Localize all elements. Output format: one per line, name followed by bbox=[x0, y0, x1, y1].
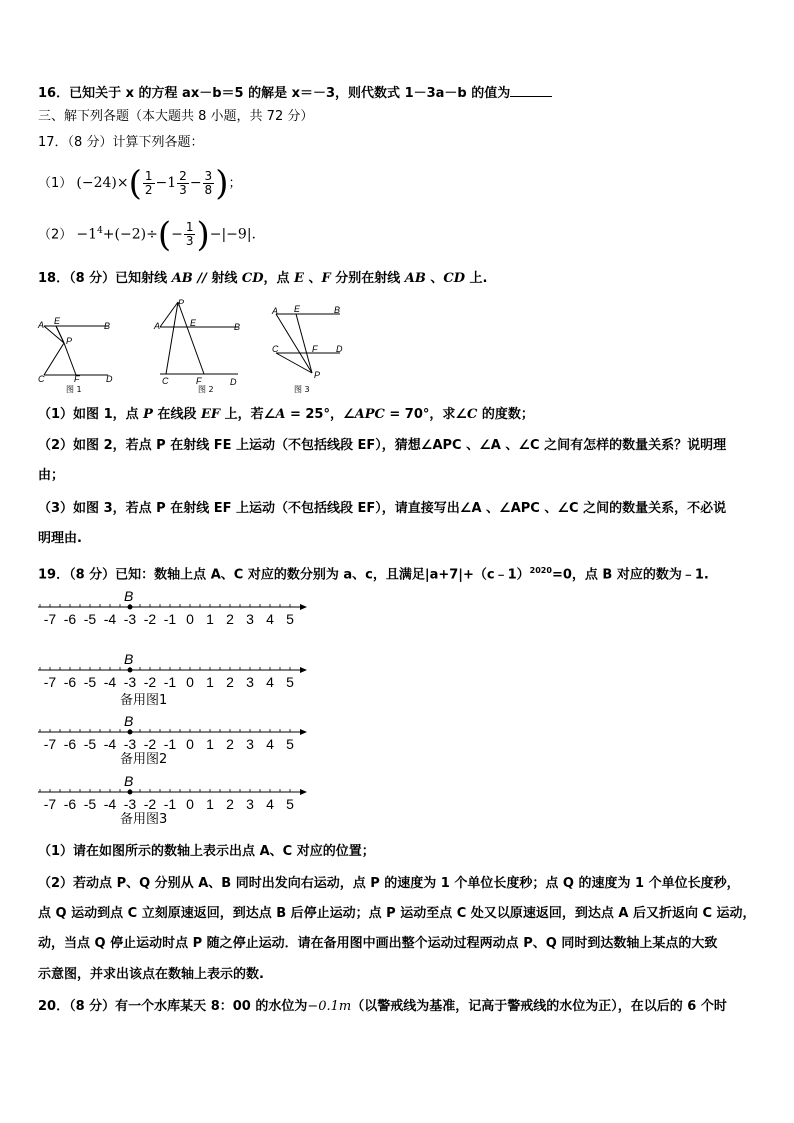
tick-label: -1 bbox=[163, 736, 177, 752]
tick-label: -4 bbox=[103, 796, 117, 812]
figure-caption: 图 1 bbox=[66, 385, 82, 394]
point-b-label: B bbox=[124, 713, 134, 729]
tick-label: 1 bbox=[206, 796, 214, 812]
section-3-heading: 三、解下列各题（本大题共 8 小题，共 72 分） bbox=[38, 109, 314, 124]
tick-label: 3 bbox=[246, 611, 254, 627]
label-e: E bbox=[54, 316, 61, 326]
label-f: F bbox=[74, 374, 80, 384]
point-b-label: B bbox=[124, 588, 134, 604]
number-line-3 bbox=[38, 713, 307, 752]
tick-label: 5 bbox=[286, 736, 294, 752]
label-p: P bbox=[66, 336, 73, 346]
axis-arrow bbox=[300, 729, 307, 735]
tick-label: -5 bbox=[83, 796, 97, 812]
tick-label: -3 bbox=[123, 674, 137, 690]
question-17-part-2: $(2) -1^4+(-2)\div(-$ $\frac{1}{3}$ )−|−9|. bbox=[38, 214, 256, 255]
tick-label: -5 bbox=[83, 611, 97, 627]
tick-label: -2 bbox=[143, 736, 157, 752]
label-d: D bbox=[106, 374, 113, 384]
label-e: E bbox=[294, 304, 301, 314]
label-c: C bbox=[38, 374, 45, 384]
label-b: B bbox=[234, 322, 241, 332]
point-b-label: B bbox=[124, 773, 134, 789]
tick-label: 5 bbox=[286, 674, 294, 690]
left-paren: ( bbox=[128, 163, 142, 204]
tick-label: 5 bbox=[286, 796, 294, 812]
tick-label: 4 bbox=[266, 796, 274, 812]
tick-label: 3 bbox=[246, 736, 254, 752]
question-17-part-1: （1） (−24)×( $\frac{1}{2}$ −1 $\frac{2}{3}$ − $\frac{3}{8}$ )； bbox=[38, 163, 242, 204]
question-18-part-2-cont: 由； bbox=[38, 468, 65, 483]
tick-label: -7 bbox=[43, 736, 57, 752]
label-a: A bbox=[38, 320, 45, 330]
tick-label: 5 bbox=[286, 611, 294, 627]
number-line-1 bbox=[38, 588, 307, 627]
point-b-label: B bbox=[124, 651, 134, 667]
question-19-title: 19．（8 分）已知：数轴上点 A、C 对应的数分别为 a、c，且满足|a+7|+（c﹣1）$^{2020}$=0，点 B 对应的数为﹣1. bbox=[38, 566, 709, 583]
fraction: $\frac{1}{3}$ bbox=[185, 220, 194, 249]
question-18-part-3-cont: 明理由. bbox=[38, 531, 82, 546]
point-b-dot bbox=[128, 605, 133, 610]
tick-label: -6 bbox=[63, 674, 77, 690]
axis-arrow bbox=[300, 604, 307, 610]
tick-label: 1 bbox=[206, 674, 214, 690]
right-paren: ) bbox=[215, 163, 229, 204]
tick-label: 2 bbox=[226, 736, 234, 752]
tick-label: 0 bbox=[186, 674, 194, 690]
question-18-part-1: （1）如图 1，点 P 在线段 EF 上，若∠A = 25°，∠APC = 70°，求∠C 的度数； bbox=[38, 407, 534, 422]
fraction: $\frac{2}{3}$ bbox=[179, 169, 187, 197]
backup-caption-1: 备用图1 bbox=[120, 693, 168, 708]
tick-label: -2 bbox=[143, 674, 157, 690]
question-19-part-2-cont2: 动，当点 Q 停止运动时点 P 随之停止运动．请在备用图中画出整个运动过程两动点 P、Q 同时到达数轴上某点的大致 bbox=[38, 936, 718, 951]
tick-label: 0 bbox=[186, 611, 194, 627]
label-d: D bbox=[336, 344, 343, 354]
label-c: C bbox=[272, 344, 279, 354]
question-16: 16．已知关于 x 的方程 ax－b＝5 的解是 x＝－3，则代数式 1－3a－b 的值为 bbox=[38, 84, 552, 103]
axis-arrow bbox=[300, 789, 307, 795]
question-19-part-1: （1）请在如图所示的数轴上表示出点 A、C 对应的位置； bbox=[38, 844, 375, 859]
tick-label: -4 bbox=[103, 736, 117, 752]
figure-caption: 图 2 bbox=[198, 385, 214, 394]
tick-label: -2 bbox=[143, 611, 157, 627]
tick-label: 3 bbox=[246, 674, 254, 690]
tick-label: 0 bbox=[186, 736, 194, 752]
label-b: B bbox=[104, 321, 111, 331]
tick-label: 2 bbox=[226, 674, 234, 690]
tick-label: 0 bbox=[186, 796, 194, 812]
tick-label: 4 bbox=[266, 674, 274, 690]
tick-label: 4 bbox=[266, 611, 274, 627]
tick-label: 2 bbox=[226, 611, 234, 627]
tick-label: -2 bbox=[143, 796, 157, 812]
point-b-dot bbox=[128, 790, 133, 795]
number-line-2 bbox=[38, 651, 307, 690]
label-p: P bbox=[314, 370, 321, 380]
question-20: 20．（8 分）有一个水库某天 8：00 的水位为−0.1m（以警戒线为基准，记高于警戒线的水位为正），在以后的 6 个时 bbox=[38, 999, 727, 1014]
question-19-part-2-cont1: 点 Q 运动到点 C 立刻原速返回，到达点 B 后停止运动；点 P 运动至点 C 处又以原速返回，到达点 A 后又折返向 C 运动， bbox=[38, 906, 756, 921]
axis-arrow bbox=[300, 667, 307, 673]
point-b-dot bbox=[128, 668, 133, 673]
tick-label: -1 bbox=[163, 674, 177, 690]
label-d: D bbox=[230, 377, 237, 387]
tick-label: -5 bbox=[83, 674, 97, 690]
tick-label: 3 bbox=[246, 796, 254, 812]
label-b: B bbox=[334, 305, 341, 315]
tick-label: -6 bbox=[63, 611, 77, 627]
backup-caption-3: 备用图3 bbox=[120, 812, 168, 827]
tick-label: -6 bbox=[63, 796, 77, 812]
fraction: $\frac{1}{2}$ bbox=[144, 169, 153, 197]
tick-label: -7 bbox=[43, 796, 57, 812]
tick-label: -1 bbox=[163, 796, 177, 812]
tick-label: 1 bbox=[206, 736, 214, 752]
tick-label: -4 bbox=[103, 611, 117, 627]
label-f: F bbox=[196, 376, 202, 386]
label-a: A bbox=[154, 321, 161, 331]
number-line-4 bbox=[38, 773, 307, 812]
fraction: $\frac{3}{8}$ bbox=[204, 169, 213, 197]
tick-label: -3 bbox=[123, 796, 137, 812]
question-19-part-2-cont3: 示意图，并求出该点在数轴上表示的数. bbox=[38, 967, 264, 982]
tick-label: 2 bbox=[226, 796, 234, 812]
tick-label: -1 bbox=[163, 611, 177, 627]
question-19-part-2: （2）若动点 P、Q 分别从 A、B 同时出发向右运动，点 P 的速度为 1 个单位长度秒；点 Q 的速度为 1 个单位长度秒， bbox=[38, 876, 740, 891]
tick-label: -5 bbox=[83, 736, 97, 752]
question-17-title: 17．（8 分）计算下列各题： bbox=[38, 135, 204, 150]
left-paren: ( bbox=[157, 214, 172, 255]
tick-label: -4 bbox=[103, 674, 117, 690]
question-18-part-2: （2）如图 2，若点 P 在射线 FE 上运动（不包括线段 EF），猜想∠APC 、∠A 、∠C 之间有怎样的数量关系？说明理 bbox=[38, 438, 727, 453]
tick-label: -3 bbox=[123, 611, 137, 627]
tick-label: -7 bbox=[43, 674, 57, 690]
backup-caption-2: 备用图2 bbox=[120, 752, 168, 767]
figure-caption: 图 3 bbox=[294, 385, 310, 394]
tick-label: -3 bbox=[123, 736, 137, 752]
label-c: C bbox=[162, 376, 169, 386]
question-18-title: 18．（8 分）已知射线 AB // 射线 CD，点 E 、F 分别在射线 AB 、CD 上. bbox=[38, 271, 488, 286]
tick-label: 1 bbox=[206, 611, 214, 627]
tick-label: 4 bbox=[266, 736, 274, 752]
tick-label: -7 bbox=[43, 611, 57, 627]
label-p: P bbox=[178, 298, 185, 308]
right-paren: ) bbox=[196, 214, 210, 255]
tick-label: -6 bbox=[63, 736, 77, 752]
label-e: E bbox=[190, 318, 197, 328]
label-a: A bbox=[272, 306, 279, 316]
question-18-part-3: （3）如图 3，若点 P 在射线 EF 上运动（不包括线段 EF），请直接写出∠A 、∠APC 、∠C 之间的数量关系，不必说 bbox=[38, 501, 727, 516]
label-f: F bbox=[312, 344, 318, 354]
point-b-dot bbox=[128, 730, 133, 735]
